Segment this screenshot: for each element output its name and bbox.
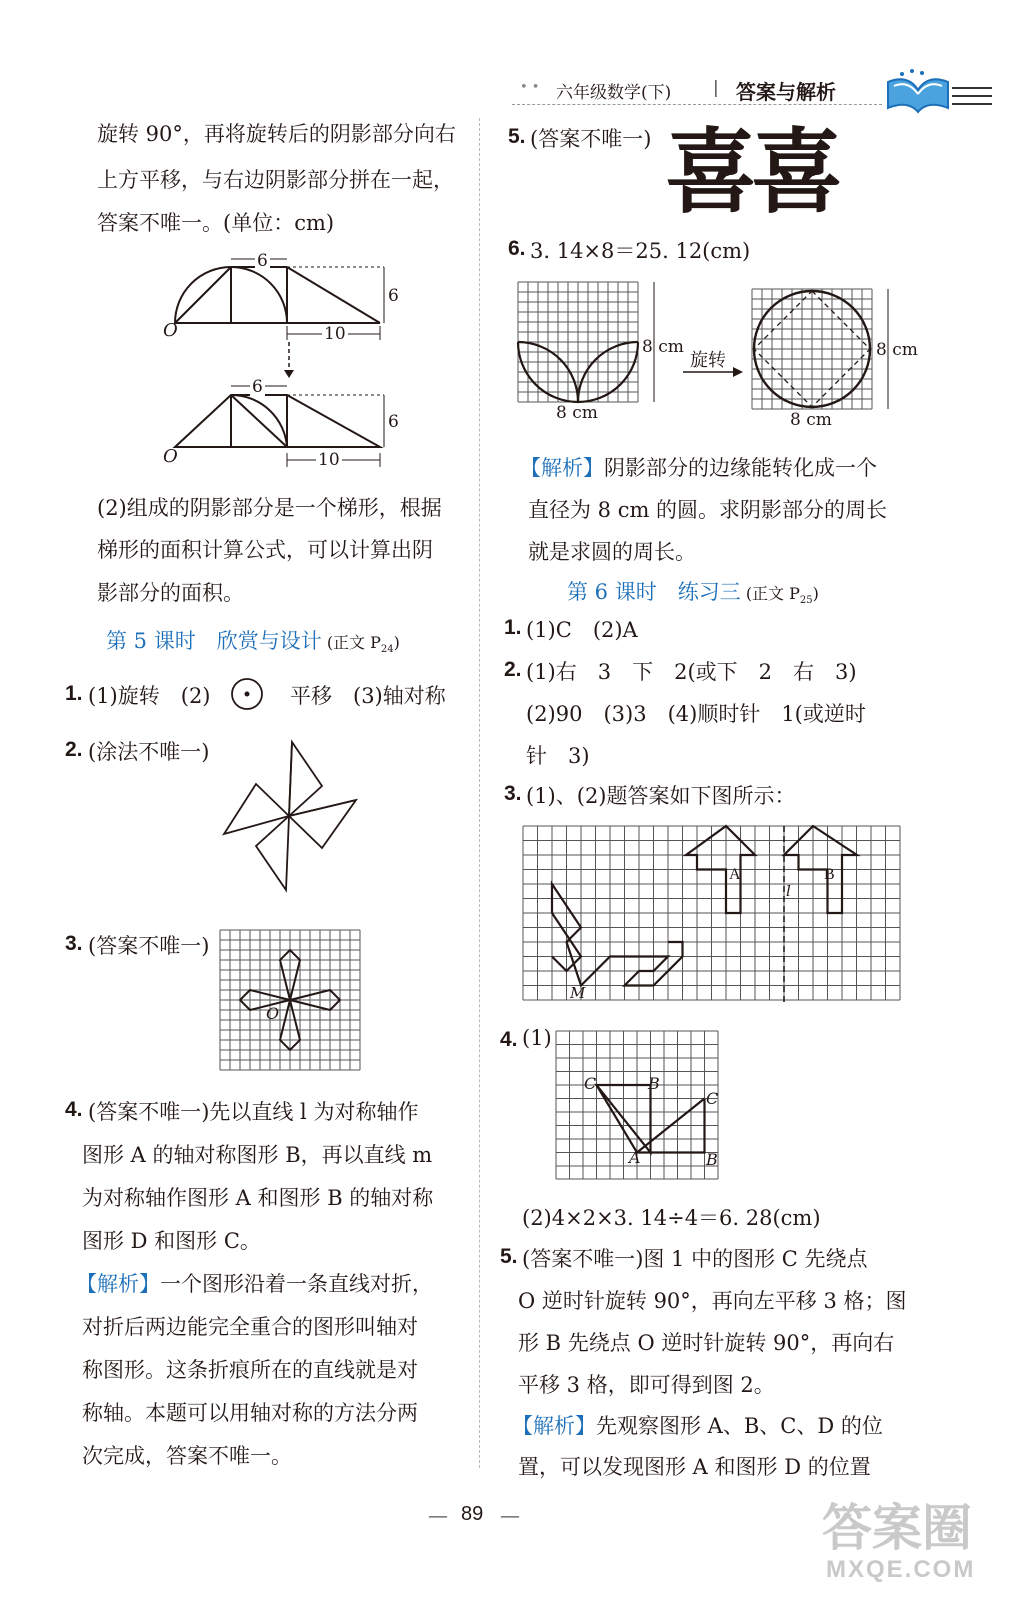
- r3-text: (1)、(2)题答案如下图所示：: [526, 784, 796, 808]
- r4-text: (1): [522, 1026, 552, 1050]
- fig-left-side-label: 8 cm: [642, 337, 684, 357]
- fig2-side-label: 6: [388, 412, 399, 432]
- q4-analysis-line-1: 一个图形沿着一条直线对折，: [160, 1272, 433, 1296]
- r5-analysis-tag: 【解析】: [512, 1414, 596, 1438]
- r5-number: 5.: [500, 1245, 518, 1268]
- q1-text-b: 平移 (3)轴对称: [290, 684, 446, 708]
- r4-label-c1: C: [584, 1074, 597, 1093]
- watermark-logo: 答案圈: [822, 1500, 972, 1556]
- r2-line-3: 针 3): [526, 744, 590, 768]
- r2-line-1: (1)右 3 下 2(或下 2 右 3): [526, 660, 857, 684]
- fig2-bottom-label: 10: [318, 450, 340, 470]
- r3-label-a: A: [729, 866, 741, 883]
- lesson6-ref-close: ): [812, 584, 819, 603]
- q6-analysis-line-3: 就是求圆的周长。: [528, 540, 696, 564]
- flower-grid-figure: [220, 930, 360, 1070]
- lesson6-title: 第 6 课时 练习三: [567, 580, 741, 604]
- fig1-origin-label: O: [163, 320, 178, 341]
- fig2-top-label: 6: [252, 377, 263, 397]
- r5-line-3: 形 B 先绕点 O 逆时针旋转 90°，再向右: [518, 1331, 895, 1355]
- q3-origin-label: O: [266, 1004, 280, 1023]
- r2-number: 2.: [504, 658, 522, 681]
- header-book-title: 六年级数学(下): [556, 83, 672, 103]
- fig1-side-label: 6: [388, 286, 399, 306]
- trapezoid-figure-2: [160, 375, 400, 475]
- q4-analysis-line-2: 对折后两边能完全重合的图形叫轴对: [82, 1315, 418, 1339]
- q4-analysis: [76, 1268, 433, 1298]
- lesson6-heading: [567, 576, 819, 606]
- column-divider: [479, 118, 480, 1468]
- r4-line-2: (2)4×2×3. 14÷4＝6. 28(cm): [522, 1206, 821, 1230]
- r3-label-b: B: [824, 866, 835, 883]
- fig-left-bottom-label: 8 cm: [556, 403, 598, 423]
- lesson5-title: 第 5 课时 欣赏与设计: [106, 629, 322, 653]
- lesson5-ref-close: ): [393, 633, 400, 652]
- q6-analysis-line-1: 阴影部分的边缘能转化成一个: [604, 456, 877, 480]
- intro-line-2: 上方平移，与右边阴影部分拼在一起，: [97, 168, 454, 192]
- intro-line-1: 旋转 90°，再将旋转后的阴影部分向右: [97, 122, 456, 146]
- r2-line-2: (2)90 (3)3 (4)顺时针 1(或逆时: [526, 702, 866, 726]
- q6-number: 6.: [508, 237, 526, 260]
- q3-text: (答案不唯一): [88, 934, 210, 958]
- part2-line-2: 梯形的面积计算公式，可以计算出阴: [97, 538, 433, 562]
- part2-line-3: 影部分的面积。: [97, 581, 244, 605]
- q4-analysis-line-3: 称图形。这条折痕所在的直线就是对: [82, 1358, 418, 1382]
- leaf-grid-figure: [518, 282, 658, 402]
- r5-analysis-line-2: 置，可以发现图形 A 和图形 D 的位置: [518, 1455, 871, 1479]
- r3-number: 3.: [504, 782, 522, 805]
- r4-number: 4.: [500, 1028, 518, 1051]
- q6-text: 3. 14×8＝25. 12(cm): [530, 239, 751, 263]
- q1-number: 1.: [65, 682, 83, 705]
- book-logo-icon: [878, 68, 998, 116]
- q6-analysis-tag: 【解析】: [520, 456, 604, 480]
- r5-line-2: O 逆时针旋转 90°，再向左平移 3 格；图: [518, 1289, 907, 1313]
- q4-number: 4.: [65, 1098, 83, 1121]
- q1-text-a: (1)旋转 (2): [88, 684, 211, 708]
- semicircle-figure-1: [160, 248, 400, 348]
- r3-label-l: l: [786, 882, 791, 900]
- q4-analysis-line-5: 次完成，答案不唯一。: [82, 1444, 292, 1468]
- r4-label-b2: B: [706, 1150, 718, 1169]
- r5-line-1: (答案不唯一)图 1 中的图形 C 先绕点: [522, 1247, 868, 1271]
- lesson5-ref: (正文 P: [326, 633, 381, 652]
- header-separator: |: [713, 78, 719, 98]
- q4-line-4: 图形 D 和图形 C。: [82, 1229, 261, 1253]
- rotate-label: 旋转: [690, 350, 726, 371]
- symmetry-grid-figure: [523, 826, 901, 1002]
- lesson5-ref-page: 24: [380, 644, 394, 656]
- fig-right-side-label: 8 cm: [876, 340, 918, 360]
- r5-analysis-line-1: 先观察图形 A、B、C、D 的位: [596, 1414, 883, 1438]
- q4-analysis-line-4: 称轴。本题可以用轴对称的方法分两: [82, 1401, 418, 1425]
- q6-analysis: [520, 452, 877, 482]
- r4-label-a: A: [629, 1148, 641, 1167]
- q4-analysis-tag: 【解析】: [76, 1272, 160, 1296]
- down-arrow-icon: [282, 340, 296, 380]
- r5-line-4: 平移 3 格，即可得到图 2。: [518, 1373, 775, 1397]
- r1-text: (1)C (2)A: [526, 618, 638, 642]
- lesson6-ref-page: 25: [799, 595, 813, 607]
- lesson5-heading: [106, 625, 400, 655]
- q2-number: 2.: [65, 738, 83, 761]
- q2-text: (涂法不唯一): [88, 740, 210, 764]
- q4-line-3: 为对称轴作图形 A 和图形 B 的轴对称: [82, 1186, 434, 1210]
- r1-number: 1.: [504, 616, 522, 639]
- r4-label-b1: B: [648, 1074, 660, 1093]
- right-arrow-icon: [683, 366, 743, 378]
- q4-line-2: 图形 A 的轴对称图形 B，再以直线 m: [82, 1143, 433, 1167]
- page-number-dash-right: —: [500, 1503, 520, 1527]
- q6-analysis-line-2: 直径为 8 cm 的圆。求阴影部分的周长: [528, 498, 888, 522]
- page-number: 89: [461, 1503, 484, 1525]
- r5-analysis: [512, 1410, 883, 1440]
- header-section: 答案与解析: [736, 82, 836, 104]
- q5-text: (答案不唯一): [530, 127, 652, 151]
- r4-label-c2: C: [706, 1089, 719, 1108]
- intro-line-3: 答案不唯一。(单位：cm): [97, 211, 335, 235]
- lesson6-ref: (正文 P: [745, 584, 800, 603]
- pinwheel-figure: [222, 738, 358, 894]
- q5-big-characters: 喜喜: [665, 119, 838, 226]
- watermark-url: MXQE.COM: [826, 1556, 976, 1583]
- page-number-dash-left: —: [428, 1503, 448, 1527]
- q3-number: 3.: [65, 932, 83, 955]
- q5-number: 5.: [508, 125, 526, 148]
- fig1-top-label: 6: [257, 251, 268, 271]
- r3-label-m: M: [570, 984, 586, 1002]
- circle-dot-icon: [230, 677, 264, 711]
- header-dots: • •: [520, 80, 540, 95]
- fig-right-bottom-label: 8 cm: [790, 410, 832, 430]
- circle-grid-figure: [752, 289, 892, 409]
- q4-line-1: (答案不唯一)先以直线 l 为对称轴作: [88, 1100, 419, 1124]
- fig1-bottom-label: 10: [324, 324, 346, 344]
- fig2-origin-label: O: [163, 446, 178, 467]
- part2-line-1: (2)组成的阴影部分是一个梯形，根据: [97, 496, 442, 520]
